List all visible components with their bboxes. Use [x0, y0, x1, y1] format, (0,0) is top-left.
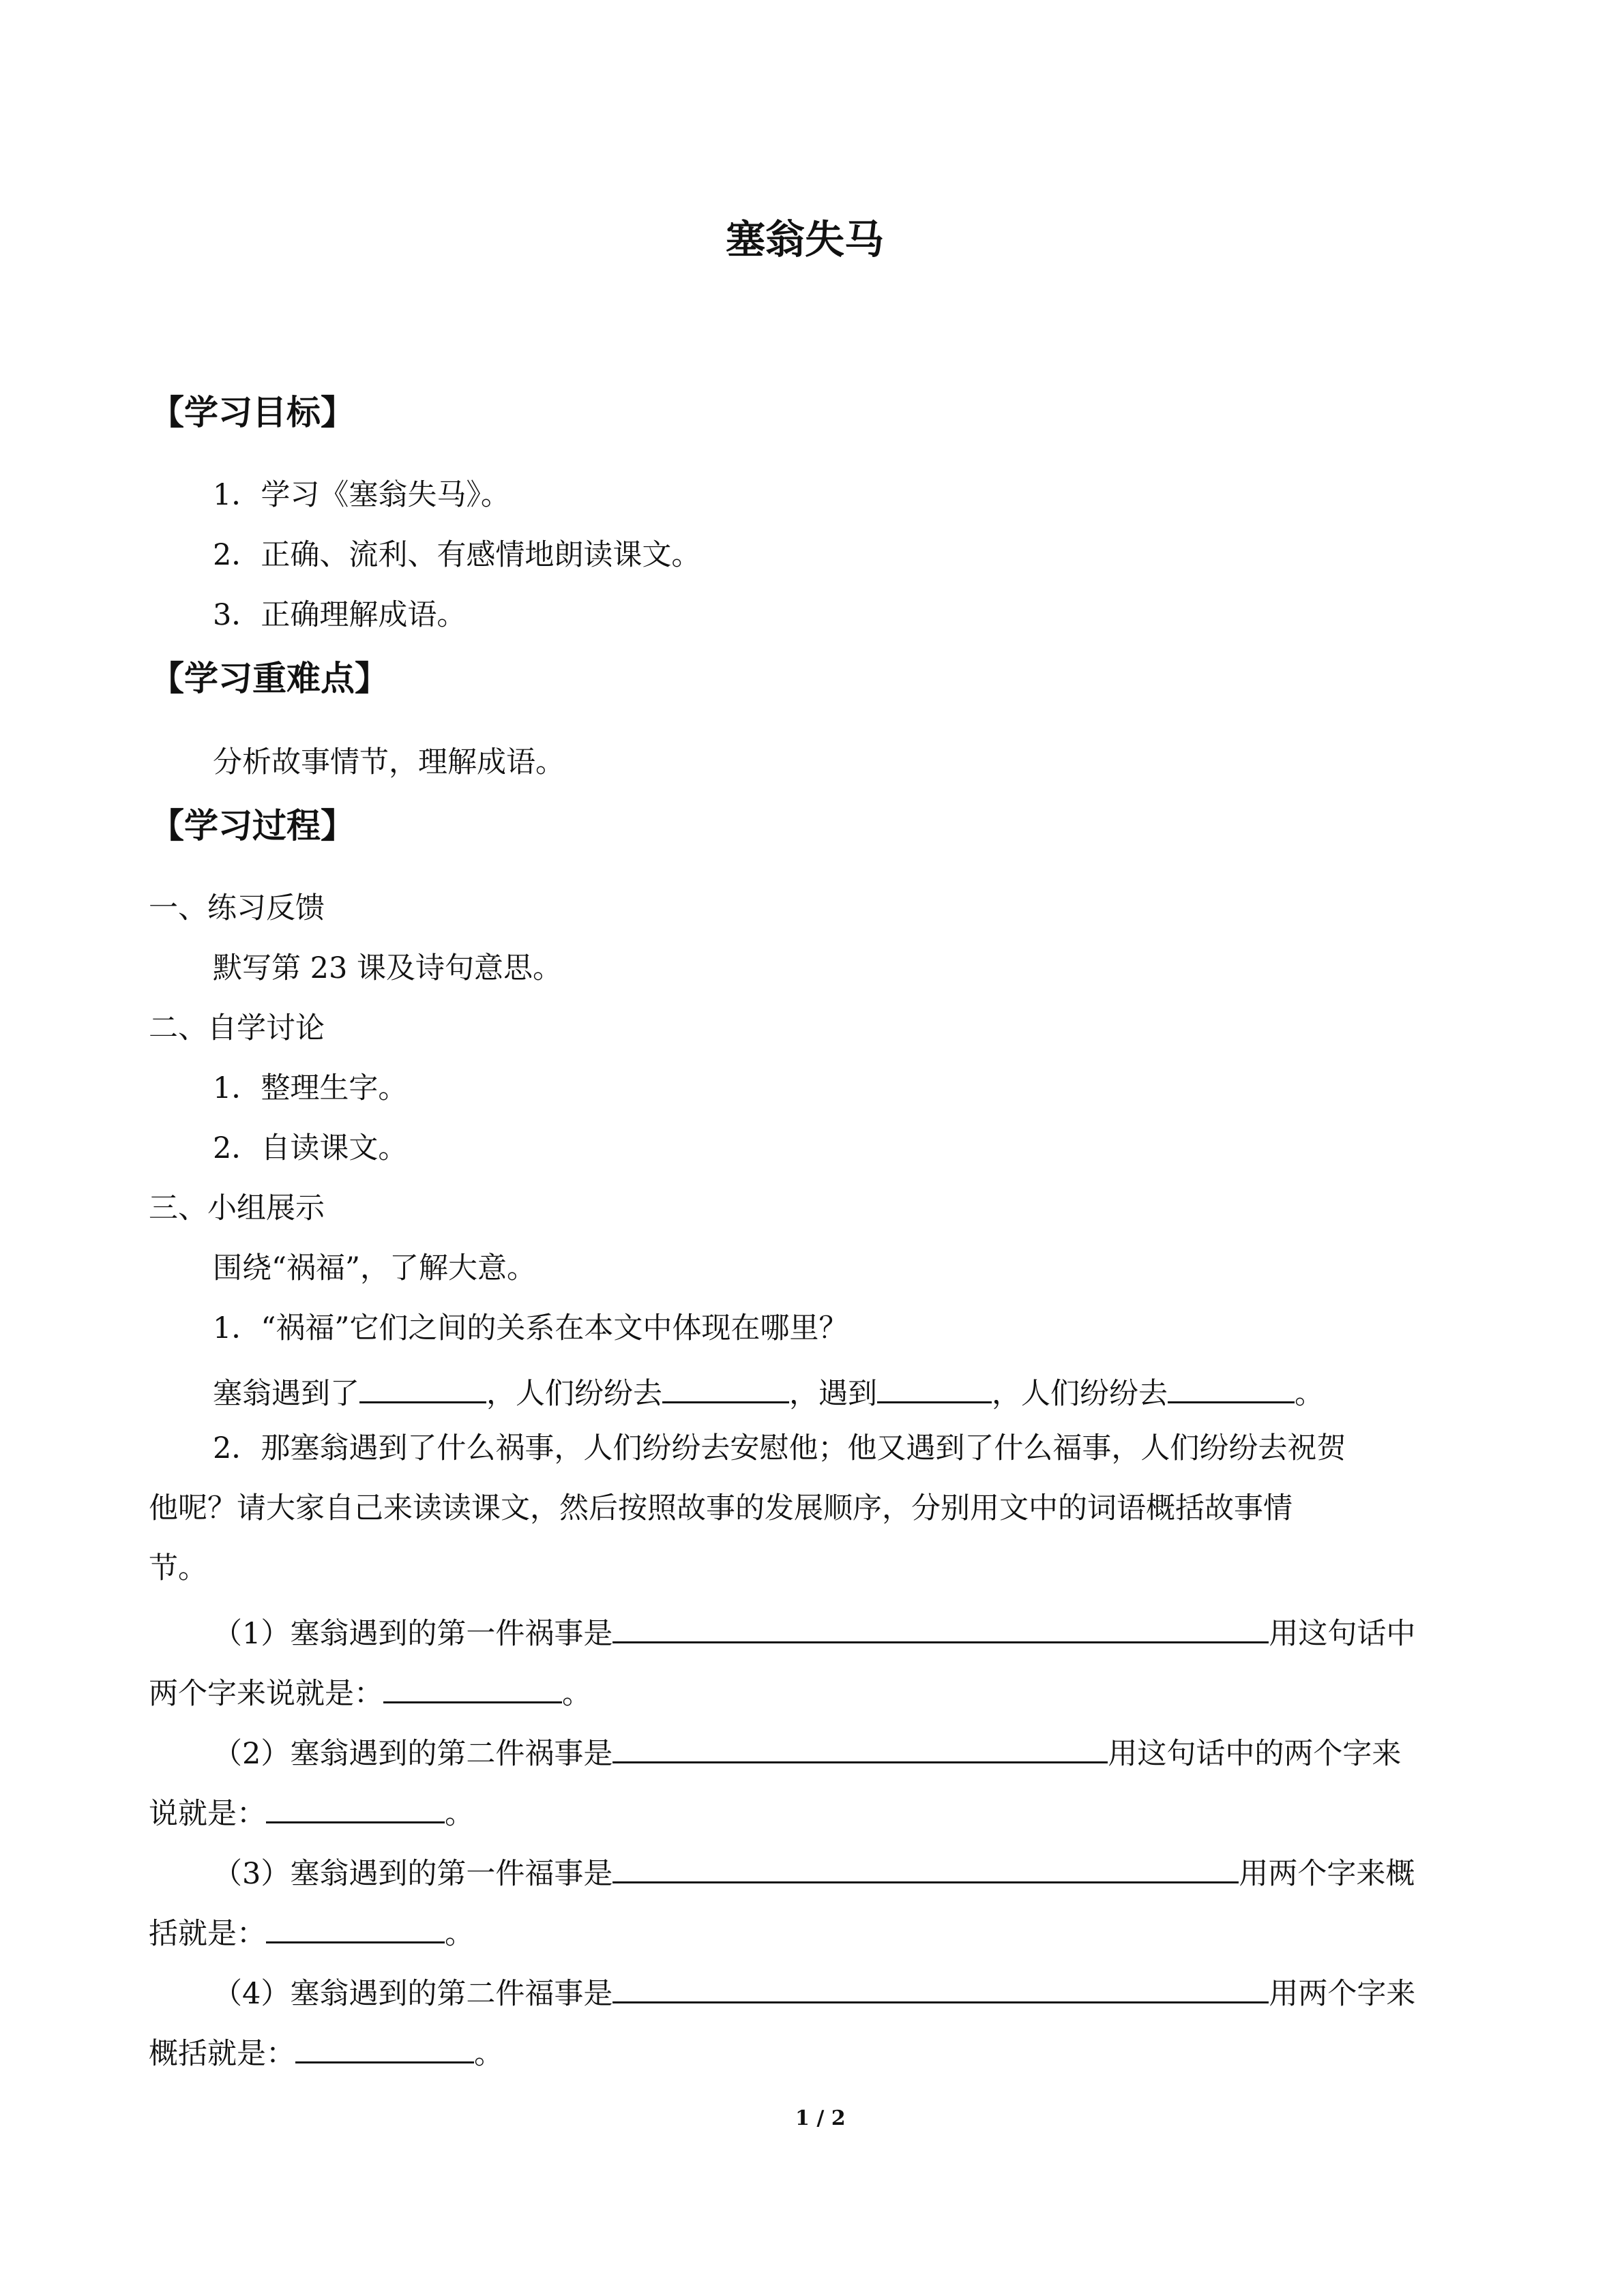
answer-blank[interactable] — [266, 1914, 445, 1943]
objectives-heading: 【学习目标】 — [150, 393, 355, 432]
section-title: 三、小组展示 — [149, 1191, 325, 1225]
answer-blank[interactable] — [266, 1794, 445, 1823]
process-heading: 【学习过程】 — [150, 806, 355, 846]
section-title: 二、自学讨论 — [149, 1011, 325, 1045]
question-1: 1．“祸福”它们之间的关系在本文中体现在哪里？ — [213, 1311, 848, 1345]
answer-blank[interactable] — [612, 1974, 1269, 2003]
page-title: 塞翁失马 — [726, 216, 885, 263]
answer-blank[interactable] — [359, 1374, 486, 1403]
question-2-line: 2．那塞翁遇到了什么祸事，人们纷纷去安慰他；他又遇到了什么福事，人们纷纷去祝贺 — [213, 1431, 1346, 1465]
sub-question-2-cont: 说就是： 。 — [149, 1794, 474, 1829]
section-item: 1．整理生字。 — [213, 1071, 408, 1105]
key-points-heading: 【学习重难点】 — [150, 659, 389, 698]
objective-item: 1．学习《塞翁失马》。 — [213, 478, 510, 512]
question-2-line: 节。 — [149, 1551, 207, 1585]
sub-question-4-cont: 概括就是： 。 — [149, 2034, 503, 2069]
sub-question-1: （1）塞翁遇到的第一件祸事是 用这句话中 — [213, 1614, 1415, 1649]
section-text: 默写第 23 课及诗句意思。 — [213, 951, 563, 985]
sub-question-1-cont: 两个字来说就是： 。 — [149, 1674, 591, 1709]
objective-item: 2．正确、流利、有感情地朗读课文。 — [213, 538, 701, 572]
answer-blank[interactable] — [612, 1734, 1108, 1763]
answer-blank[interactable] — [612, 1854, 1239, 1883]
answer-blank[interactable] — [383, 1674, 562, 1703]
answer-blank[interactable] — [877, 1374, 992, 1403]
key-points-text: 分析故事情节，理解成语。 — [213, 745, 565, 779]
answer-blank[interactable] — [295, 2034, 474, 2063]
answer-blank[interactable] — [662, 1374, 789, 1403]
page-number: 1 / 2 — [795, 2106, 846, 2130]
answer-blank[interactable] — [1168, 1374, 1295, 1403]
objective-item: 3．正确理解成语。 — [213, 598, 467, 632]
sub-question-2: （2）塞翁遇到的第二件祸事是 用这句话中的两个字来 — [213, 1734, 1401, 1769]
question-2-line: 他呢？请大家自己来读读课文，然后按照故事的发展顺序，分别用文中的词语概括故事情 — [149, 1491, 1293, 1525]
section-item: 2．自读课文。 — [213, 1131, 408, 1165]
fill-in-line-1: 塞翁遇到了 ，人们纷纷去 ，遇到 ，人们纷纷去 。 — [213, 1374, 1324, 1409]
sub-question-3-cont: 括就是： 。 — [149, 1914, 474, 1949]
section-intro: 围绕“祸福”，了解大意。 — [213, 1251, 536, 1285]
sub-question-4: （4）塞翁遇到的第二件福事是 用两个字来 — [213, 1974, 1415, 2009]
answer-blank[interactable] — [612, 1614, 1269, 1643]
sub-question-3: （3）塞翁遇到的第一件福事是 用两个字来概 — [213, 1854, 1415, 1889]
section-title: 一、练习反馈 — [149, 891, 325, 925]
